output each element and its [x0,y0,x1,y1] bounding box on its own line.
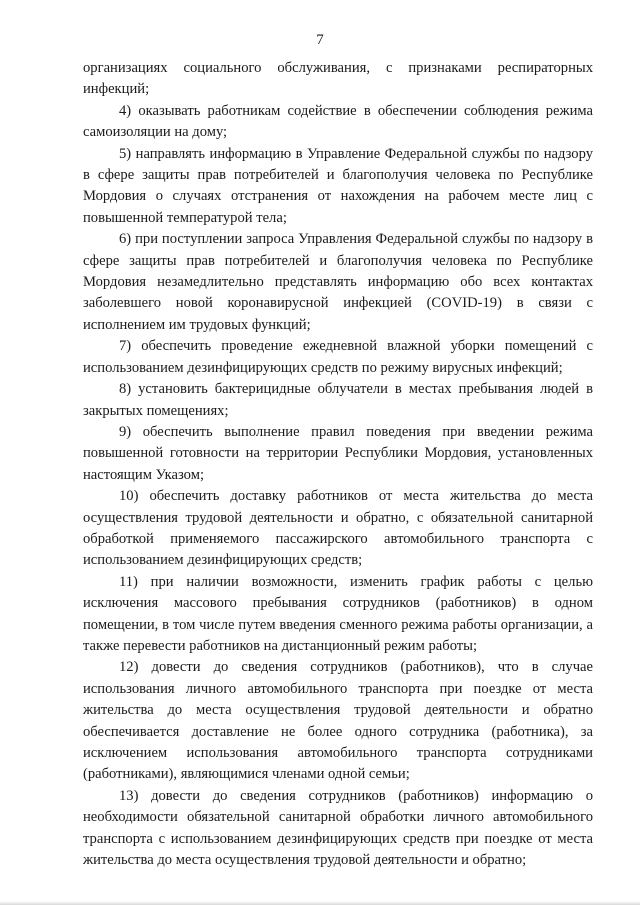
paragraph-item-12: 12) довести до сведения сотрудников (работников), что в случае использования личного автомобильного транспорта при поездке от места жительства до места осуществления трудовой деятельности и обратно обеспечивается доставление не более одного сотрудника (работника), за исключением использования автомобильного транспорта сотрудниками (работниками), являющимися членами одной семьи; [83,659,593,783]
paragraph-item-9: 9) обеспечить выполнение правил поведения при введении режима повышенной готовности на территории Республики Мордовия, установленных настоящим Указом; [83,423,593,483]
paragraph-item-13: 13) довести до сведения сотрудников (работников) информацию о необходимости обязательной санитарной обработки личного автомобильного транспорта с использованием дезинфицирующих средств при поездке от места жительства до места осуществления трудовой деятельности и обратно; [83,787,593,869]
paragraph-continuation: организациях социального обслуживания, с признаками респираторных инфекций; [83,60,593,98]
paragraph-item-8: 8) установить бактерицидные облучатели в местах пребывания людей в закрытых помещениях; [83,381,593,419]
document-body [83,58,593,871]
paragraph-item-4: 4) оказывать работникам содействие в обеспечении соблюдения режима самоизоляции на дому; [83,102,593,141]
paragraph-item-5: 5) направлять информацию в Управление Федеральной службы по надзору в сфере защиты прав потребителей и благополучия человека по Республике Мордовия о случаях отстранения от нахождения на рабочем месте лиц с повышенной температурой тела; [83,145,593,226]
paragraph-item-11: 11) при наличии возможности, изменить график работы с целью исключения массового пребывания сотрудников (работников) в одном помещении, в том числе путем введения сменного режима работы организации, а также перевести работников на дистанционный режим работы; [83,573,593,654]
paragraph-item-10: 10) обеспечить доставку работников от места жительства до места осуществления трудовой деятельности и обратно, с обязательной санитарной обработкой применяемого пассажирского автомобильного транспорта с использованием дезинфицирующих средств; [83,488,593,569]
scan-edge [0,901,640,905]
paragraph-item-6: 6) при поступлении запроса Управления Федеральной службы по надзору в сфере защиты прав потребителей и благополучия человека по Республике Мордовия незамедлительно представлять информацию обо всех контактах заболевшего новой коронавирусной инфекцией (COVID-19) в связи с исполнением им трудовых функций; [83,231,593,333]
page-number: 7 [316,32,324,48]
paragraph-item-7: 7) обеспечить проведение ежедневной влажной уборки помещений с использованием дезинфицирующих средств по режиму вирусных инфекций; [83,338,593,376]
